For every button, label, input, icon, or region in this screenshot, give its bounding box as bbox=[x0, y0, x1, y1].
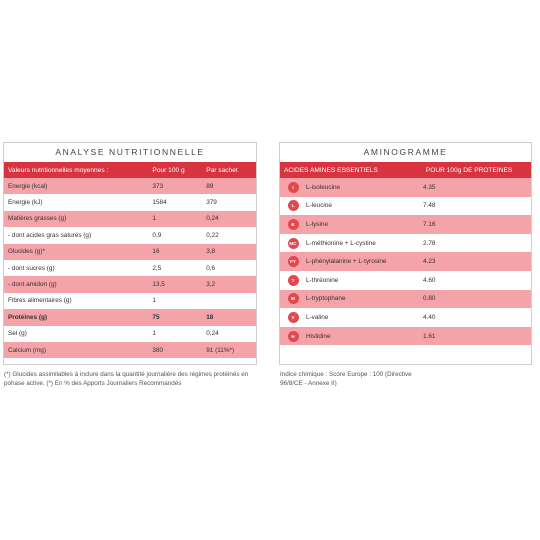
sachet-value: 89 bbox=[206, 182, 214, 190]
amino-name: L-isoleucine bbox=[306, 183, 341, 191]
amino-value: 4.60 bbox=[423, 276, 436, 284]
amino-value: 4.40 bbox=[423, 313, 436, 321]
nutrition-panel bbox=[3, 142, 257, 365]
amino-table-header bbox=[280, 162, 531, 178]
amino-value: 0.80 bbox=[423, 295, 436, 303]
nutrition-footnote: (*) Glucides assimilables à inclure dans la quantité journalière des régimes protéinés en pohase active. (*) En % des Apports Journaliers Recommandés bbox=[4, 371, 249, 387]
nutrition-title: ANALYSE NUTRITIONNELLE bbox=[55, 147, 205, 157]
header-per100: Pour 100 g bbox=[152, 166, 185, 174]
per100-value: 380 bbox=[152, 346, 164, 354]
sachet-value: 0,24 bbox=[206, 215, 219, 223]
per100-value: 2,5 bbox=[152, 264, 162, 272]
amino-name: L-phénylalanine + L-tyrosine bbox=[306, 258, 387, 266]
nutrition-table-header bbox=[4, 162, 256, 178]
amino-value: 4.23 bbox=[423, 258, 436, 266]
table-row bbox=[280, 234, 531, 253]
amino-value: 7.16 bbox=[423, 220, 436, 228]
table-row bbox=[280, 327, 531, 346]
amino-badge-icon: MC bbox=[288, 238, 299, 249]
amino-name: L-leucine bbox=[306, 202, 332, 210]
table-row bbox=[4, 260, 256, 276]
amino-badge-icon: FY bbox=[288, 256, 299, 267]
nutrient-label: Matières grasses (g) bbox=[8, 215, 67, 223]
nutrient-label: Sel (g) bbox=[8, 330, 27, 338]
amino-name: Histidine bbox=[306, 332, 331, 340]
header-values: Valeurs nutritionnelles moyennes : bbox=[8, 166, 109, 174]
amino-note: Indice chimique : Score Europe : 100 (Directive 96/8/CE - Annexe II) bbox=[280, 371, 412, 387]
amino-badge-icon: T bbox=[288, 275, 299, 286]
table-row bbox=[280, 215, 531, 234]
nutrient-label: - dont sucres (g) bbox=[8, 264, 55, 272]
nutrient-label: Energie (kcal) bbox=[8, 182, 48, 190]
amino-name: L-tryptophane bbox=[306, 295, 346, 303]
amino-badge-icon: I bbox=[288, 182, 299, 193]
amino-badge-icon: K bbox=[288, 219, 299, 230]
table-row bbox=[4, 178, 256, 194]
nutrient-label: Glucides (g)* bbox=[8, 248, 45, 256]
table-row bbox=[4, 309, 256, 325]
per100-value: 1 bbox=[152, 297, 156, 305]
amino-name: L-thréonine bbox=[306, 276, 339, 284]
amino-value: 4.35 bbox=[423, 183, 436, 191]
nutrient-label: - dont amidon (g) bbox=[8, 281, 57, 289]
sachet-value: 3,8 bbox=[206, 248, 216, 256]
nutrient-label: Energie (kJ) bbox=[8, 199, 43, 207]
amino-value: 2.78 bbox=[423, 239, 436, 247]
table-row bbox=[4, 211, 256, 227]
per100-value: 1 bbox=[152, 215, 156, 223]
amino-name: L-lysine bbox=[306, 220, 329, 228]
per100-value: 373 bbox=[152, 182, 164, 190]
amino-table-body bbox=[280, 178, 531, 345]
amino-value: 7.48 bbox=[423, 202, 436, 210]
nutrient-label: Calcium (mg) bbox=[8, 346, 46, 354]
table-row bbox=[280, 308, 531, 327]
table-row bbox=[280, 290, 531, 309]
per100-value: 16 bbox=[152, 248, 160, 256]
amino-badge-icon: H bbox=[288, 331, 299, 342]
table-row bbox=[4, 293, 256, 309]
nutrient-label: Fibres alimentaires (g) bbox=[8, 297, 72, 305]
table-row bbox=[4, 276, 256, 292]
sachet-value: 91 (11%*) bbox=[206, 346, 235, 354]
table-row bbox=[280, 197, 531, 216]
table-row bbox=[280, 271, 531, 290]
sachet-value: 3,2 bbox=[206, 281, 216, 289]
amino-badge-icon: W bbox=[288, 293, 299, 304]
amino-value: 1.61 bbox=[423, 332, 436, 340]
header-acids: ACIDES AMINES ESSENTIELS bbox=[284, 166, 378, 174]
sachet-value: 0,6 bbox=[206, 264, 216, 272]
amino-title: AMINOGRAMME bbox=[363, 147, 448, 157]
sachet-value: 379 bbox=[206, 199, 217, 207]
sachet-value: 0,22 bbox=[206, 231, 219, 239]
table-row bbox=[4, 342, 256, 358]
per100-value: 0,9 bbox=[152, 231, 162, 239]
sachet-value: 18 bbox=[206, 313, 214, 321]
nutrient-label: Protéines (g) bbox=[8, 313, 48, 321]
table-row bbox=[4, 227, 256, 243]
amino-badge-icon: V bbox=[288, 312, 299, 323]
amino-name: L-méthionine + L-cystine bbox=[306, 239, 376, 247]
table-row bbox=[4, 244, 256, 260]
per100-value: 13,5 bbox=[152, 281, 165, 289]
header-sachet: Par sachet bbox=[206, 166, 238, 174]
header-per100prot: POUR 100g DE PROTEINES bbox=[425, 166, 513, 174]
per100-value: 75 bbox=[152, 313, 160, 321]
amino-badge-icon: L bbox=[288, 200, 299, 211]
table-row bbox=[4, 326, 256, 342]
nutrient-label: - dont acides gras saturés (g) bbox=[8, 231, 92, 239]
table-row bbox=[280, 178, 531, 197]
sachet-value: 0,24 bbox=[206, 330, 219, 338]
amino-panel bbox=[279, 142, 532, 365]
per100-value: 1584 bbox=[152, 199, 167, 207]
per100-value: 1 bbox=[152, 330, 156, 338]
nutrition-table-body bbox=[4, 178, 256, 358]
amino-name: L-valine bbox=[306, 313, 329, 321]
table-row bbox=[280, 252, 531, 271]
table-row bbox=[4, 194, 256, 210]
